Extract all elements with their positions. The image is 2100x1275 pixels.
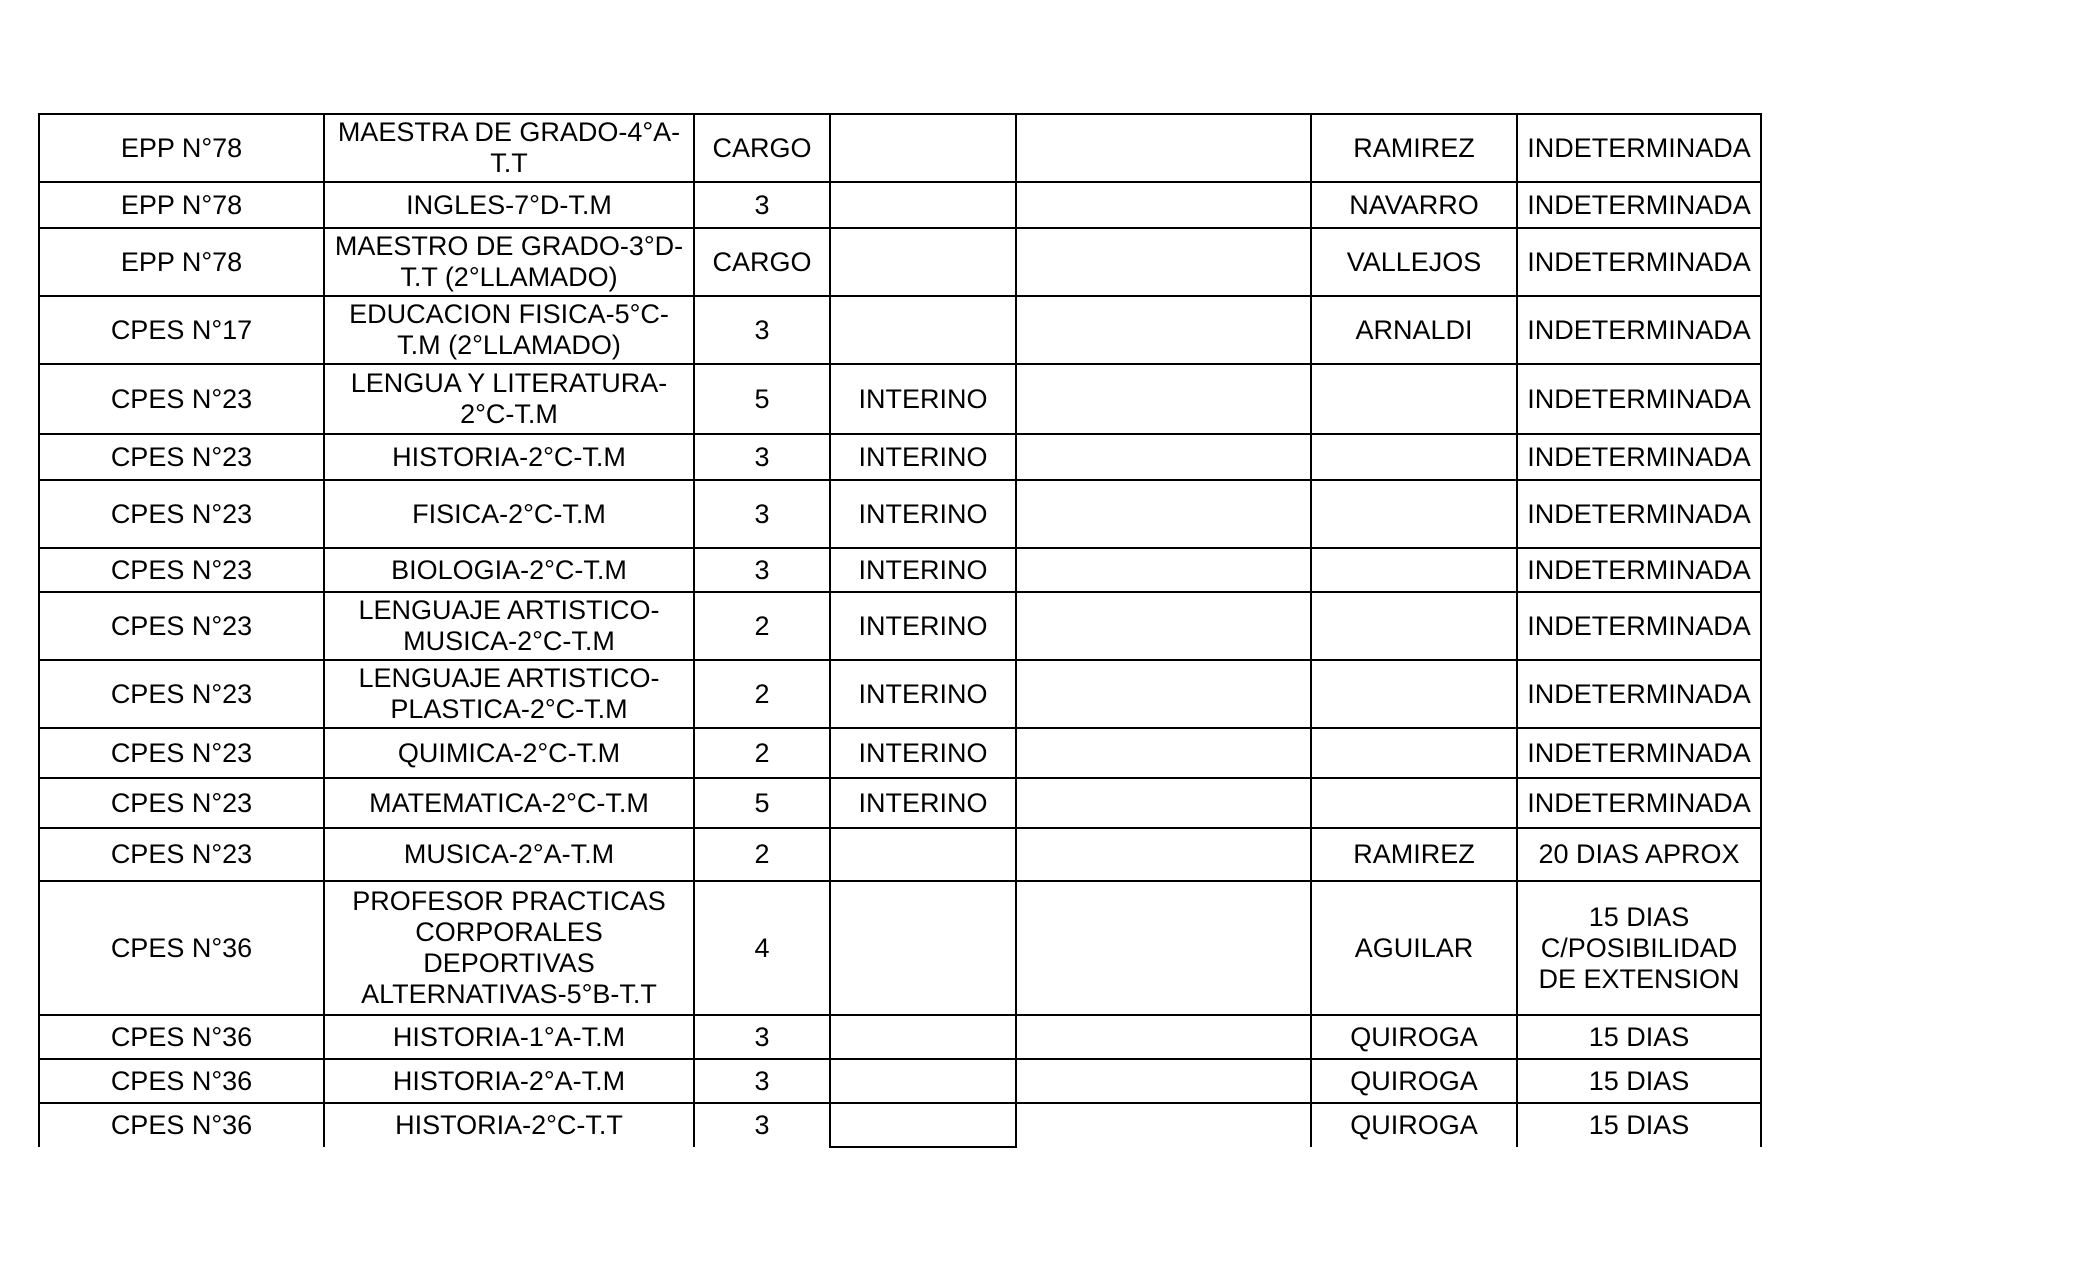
duration-cell: INDETERMINADA (1517, 660, 1761, 728)
hours-cell: 2 (694, 728, 830, 778)
school-cell: CPES N°23 (39, 728, 324, 778)
hours-cell: 4 (694, 881, 830, 1015)
blank-cell (1016, 1103, 1311, 1147)
blank-cell (1016, 480, 1311, 548)
position-cell: LENGUA Y LITERATURA- 2°C-T.M (324, 364, 694, 434)
status-cell (830, 1059, 1016, 1103)
status-cell (830, 182, 1016, 228)
school-cell: CPES N°36 (39, 1103, 324, 1147)
position-cell: MAESTRA DE GRADO-4°A- T.T (324, 114, 694, 182)
holder-cell: RAMIREZ (1311, 828, 1517, 881)
school-cell: EPP N°78 (39, 182, 324, 228)
hours-cell: CARGO (694, 228, 830, 296)
position-cell: HISTORIA-2°A-T.M (324, 1059, 694, 1103)
hours-cell: 3 (694, 480, 830, 548)
hours-cell: 3 (694, 296, 830, 364)
table-row (39, 881, 1761, 1015)
hours-cell: 3 (694, 1103, 830, 1147)
blank-cell (1016, 296, 1311, 364)
table-row (39, 1015, 1761, 1059)
holder-cell: QUIROGA (1311, 1015, 1517, 1059)
status-cell: INTERINO (830, 592, 1016, 660)
position-cell: LENGUAJE ARTISTICO- PLASTICA-2°C-T.M (324, 660, 694, 728)
position-cell: HISTORIA-2°C-T.T (324, 1103, 694, 1147)
hours-cell: 2 (694, 592, 830, 660)
blank-cell (1016, 660, 1311, 728)
status-cell: INTERINO (830, 480, 1016, 548)
status-cell (830, 114, 1016, 182)
status-cell (830, 228, 1016, 296)
blank-cell (1016, 592, 1311, 660)
status-cell: INTERINO (830, 434, 1016, 480)
school-cell: CPES N°23 (39, 660, 324, 728)
hours-cell: 2 (694, 828, 830, 881)
table-row (39, 1059, 1761, 1103)
table-row (39, 228, 1761, 296)
hours-cell: 2 (694, 660, 830, 728)
blank-cell (1016, 728, 1311, 778)
duration-cell: INDETERMINADA (1517, 364, 1761, 434)
holder-cell: NAVARRO (1311, 182, 1517, 228)
blank-cell (1016, 548, 1311, 592)
school-cell: CPES N°23 (39, 828, 324, 881)
vacancies-table (38, 113, 1762, 1148)
status-cell: INTERINO (830, 660, 1016, 728)
holder-cell: QUIROGA (1311, 1059, 1517, 1103)
table-row (39, 434, 1761, 480)
blank-cell (1016, 364, 1311, 434)
duration-cell: INDETERMINADA (1517, 434, 1761, 480)
blank-cell (1016, 881, 1311, 1015)
holder-cell: AGUILAR (1311, 881, 1517, 1015)
hours-cell: 3 (694, 182, 830, 228)
duration-cell: INDETERMINADA (1517, 228, 1761, 296)
duration-cell: 15 DIAS (1517, 1059, 1761, 1103)
duration-cell: 15 DIAS C/POSIBILIDAD DE EXTENSION (1517, 881, 1761, 1015)
status-cell (830, 296, 1016, 364)
status-cell: INTERINO (830, 364, 1016, 434)
hours-cell: 5 (694, 364, 830, 434)
table-row (39, 592, 1761, 660)
school-cell: CPES N°17 (39, 296, 324, 364)
school-cell: CPES N°36 (39, 1015, 324, 1059)
holder-cell: QUIROGA (1311, 1103, 1517, 1147)
status-cell: INTERINO (830, 548, 1016, 592)
holder-cell (1311, 592, 1517, 660)
position-cell: HISTORIA-1°A-T.M (324, 1015, 694, 1059)
table-row (39, 548, 1761, 592)
school-cell: CPES N°23 (39, 434, 324, 480)
table-row (39, 660, 1761, 728)
school-cell: EPP N°78 (39, 228, 324, 296)
holder-cell (1311, 364, 1517, 434)
position-cell: FISICA-2°C-T.M (324, 480, 694, 548)
holder-cell (1311, 728, 1517, 778)
duration-cell: INDETERMINADA (1517, 592, 1761, 660)
school-cell: CPES N°23 (39, 548, 324, 592)
blank-cell (1016, 114, 1311, 182)
position-cell: HISTORIA-2°C-T.M (324, 434, 694, 480)
duration-cell: INDETERMINADA (1517, 114, 1761, 182)
school-cell: CPES N°23 (39, 778, 324, 828)
table-row (39, 828, 1761, 881)
holder-cell: ARNALDI (1311, 296, 1517, 364)
holder-cell (1311, 660, 1517, 728)
duration-cell: 20 DIAS APROX (1517, 828, 1761, 881)
school-cell: CPES N°36 (39, 881, 324, 1015)
hours-cell: CARGO (694, 114, 830, 182)
duration-cell: INDETERMINADA (1517, 778, 1761, 828)
hours-cell: 5 (694, 778, 830, 828)
table-row (39, 728, 1761, 778)
table-row (39, 480, 1761, 548)
hours-cell: 3 (694, 548, 830, 592)
blank-cell (1016, 778, 1311, 828)
duration-cell: INDETERMINADA (1517, 548, 1761, 592)
holder-cell (1311, 548, 1517, 592)
school-cell: EPP N°78 (39, 114, 324, 182)
holder-cell: VALLEJOS (1311, 228, 1517, 296)
position-cell: BIOLOGIA-2°C-T.M (324, 548, 694, 592)
holder-cell: RAMIREZ (1311, 114, 1517, 182)
hours-cell: 3 (694, 1059, 830, 1103)
position-cell: QUIMICA-2°C-T.M (324, 728, 694, 778)
position-cell: LENGUAJE ARTISTICO- MUSICA-2°C-T.M (324, 592, 694, 660)
table-row (39, 778, 1761, 828)
hours-cell: 3 (694, 1015, 830, 1059)
status-cell (830, 881, 1016, 1015)
duration-cell: INDETERMINADA (1517, 480, 1761, 548)
status-cell (830, 828, 1016, 881)
holder-cell (1311, 480, 1517, 548)
position-cell: PROFESOR PRACTICAS CORPORALES DEPORTIVAS ALTERNATIVAS-5°B-T.T (324, 881, 694, 1015)
status-cell (830, 1103, 1016, 1147)
duration-cell: 15 DIAS (1517, 1103, 1761, 1147)
blank-cell (1016, 228, 1311, 296)
holder-cell (1311, 778, 1517, 828)
status-cell (830, 1015, 1016, 1059)
duration-cell: INDETERMINADA (1517, 182, 1761, 228)
blank-cell (1016, 434, 1311, 480)
duration-cell: INDETERMINADA (1517, 296, 1761, 364)
status-cell: INTERINO (830, 728, 1016, 778)
position-cell: MUSICA-2°A-T.M (324, 828, 694, 881)
school-cell: CPES N°23 (39, 592, 324, 660)
position-cell: MAESTRO DE GRADO-3°D- T.T (2°LLAMADO) (324, 228, 694, 296)
hours-cell: 3 (694, 434, 830, 480)
duration-cell: 15 DIAS (1517, 1015, 1761, 1059)
table-row (39, 182, 1761, 228)
table-row (39, 296, 1761, 364)
holder-cell (1311, 434, 1517, 480)
position-cell: INGLES-7°D-T.M (324, 182, 694, 228)
blank-cell (1016, 1059, 1311, 1103)
status-cell: INTERINO (830, 778, 1016, 828)
school-cell: CPES N°23 (39, 364, 324, 434)
table-row (39, 1103, 1761, 1147)
blank-cell (1016, 1015, 1311, 1059)
blank-cell (1016, 828, 1311, 881)
table-row (39, 114, 1761, 182)
school-cell: CPES N°36 (39, 1059, 324, 1103)
school-cell: CPES N°23 (39, 480, 324, 548)
duration-cell: INDETERMINADA (1517, 728, 1761, 778)
position-cell: EDUCACION FISICA-5°C- T.M (2°LLAMADO) (324, 296, 694, 364)
table-row (39, 364, 1761, 434)
blank-cell (1016, 182, 1311, 228)
position-cell: MATEMATICA-2°C-T.M (324, 778, 694, 828)
